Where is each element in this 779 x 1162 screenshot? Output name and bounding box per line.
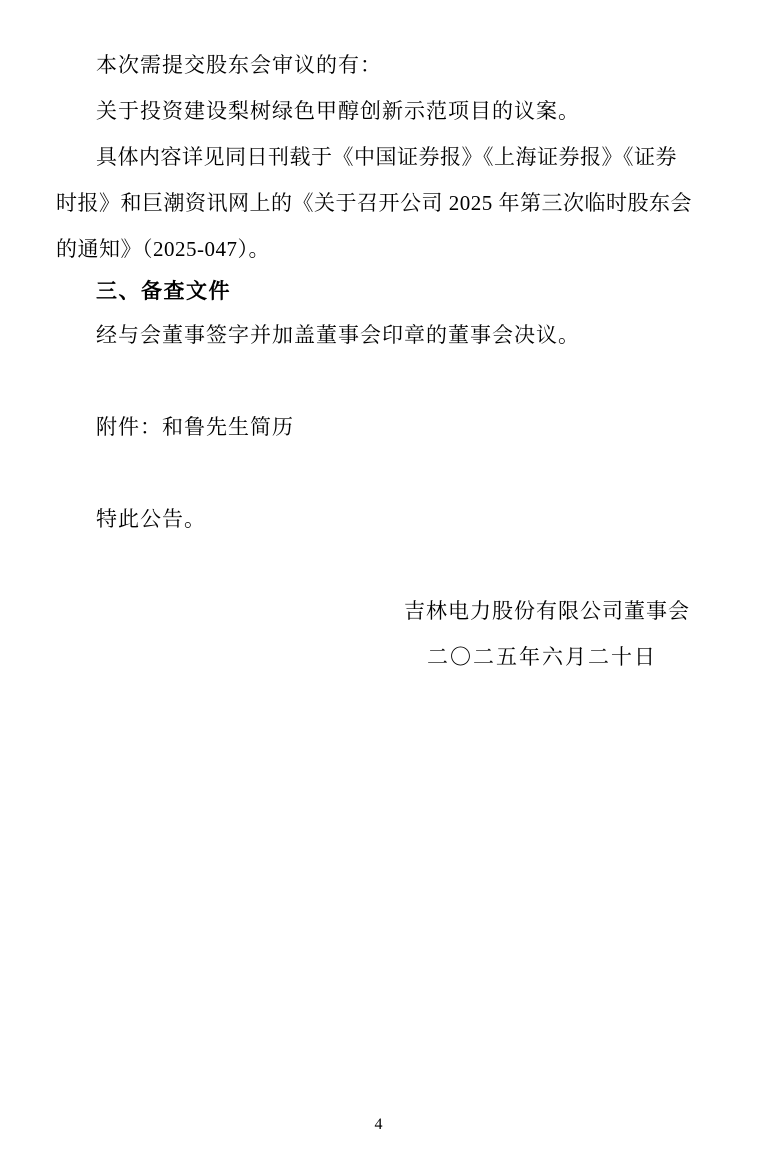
closing-statement: 特此公告。 bbox=[96, 507, 206, 531]
section-heading-reference-documents: 三、备查文件 bbox=[96, 280, 231, 303]
signature-company: 吉林电力股份有限公司董事会 bbox=[404, 599, 690, 623]
signature-date: 二〇二五年六月二十日 bbox=[427, 645, 657, 669]
paragraph-detail-line-3: 的通知》（2025-047）。 bbox=[56, 237, 270, 261]
paragraph-proposal: 关于投资建设梨树绿色甲醇创新示范项目的议案。 bbox=[96, 99, 580, 123]
paragraph-submit-items: 本次需提交股东会审议的有： bbox=[96, 53, 382, 77]
paragraph-detail bbox=[56, 134, 701, 272]
page-number: 4 bbox=[374, 1116, 383, 1133]
paragraph-detail-line-1: 具体内容详见同日刊载于《中国证券报》《上海证券报》《证券 bbox=[96, 145, 677, 169]
blank-line bbox=[56, 542, 701, 588]
blank-line bbox=[56, 450, 701, 496]
attachment-note: 附件：和鲁先生简历 bbox=[96, 415, 294, 439]
paragraph-detail-line-2: 时报》和巨潮资讯网上的《关于召开公司 2025 年第三次临时股东会 bbox=[56, 191, 692, 215]
paragraph-reference-documents: 经与会董事签字并加盖董事会印章的董事会决议。 bbox=[96, 323, 580, 347]
blank-line bbox=[56, 358, 701, 404]
